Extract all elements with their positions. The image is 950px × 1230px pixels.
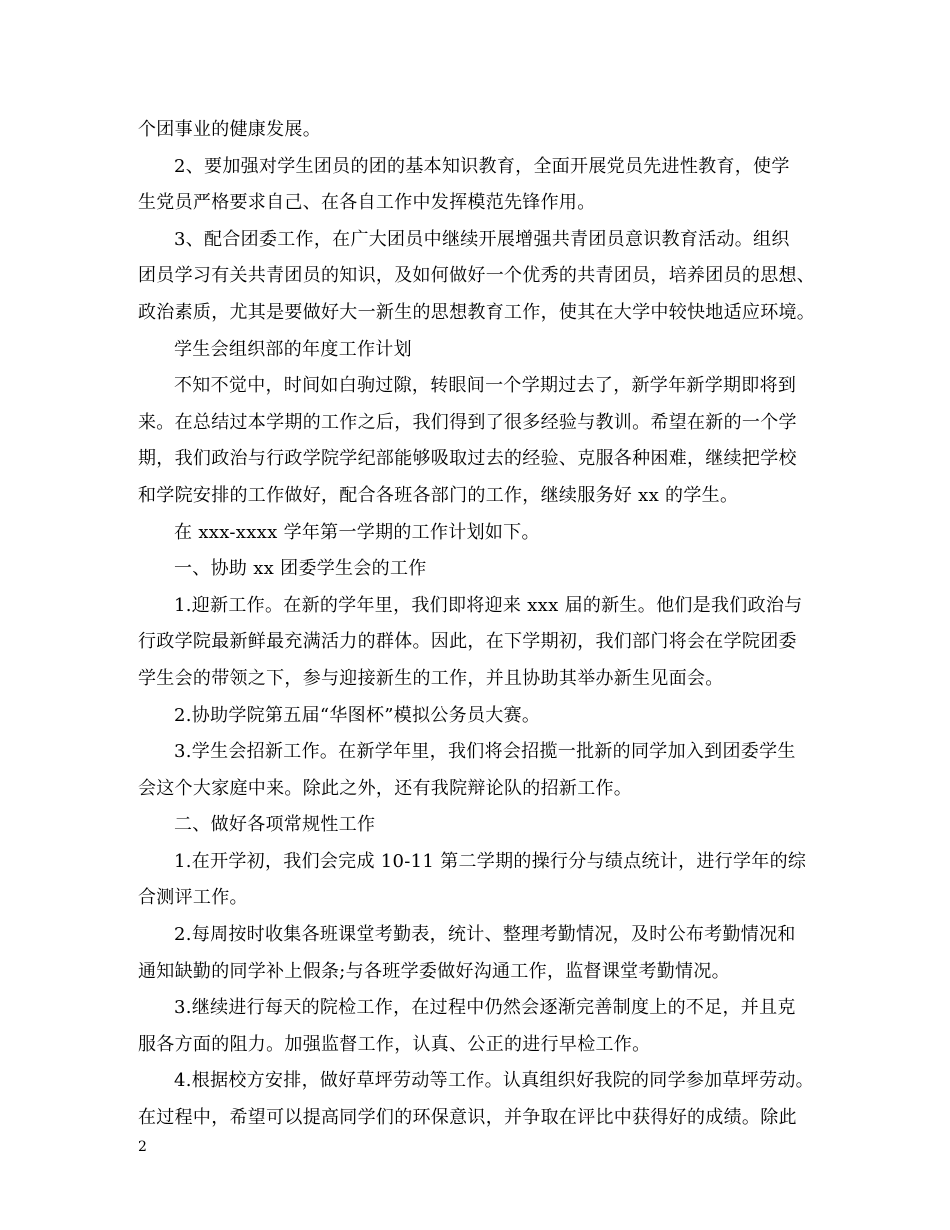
text-line: 来。在总结过本学期的工作之后，我们得到了很多经验与教训。希望在新的一个学: [138, 411, 797, 433]
body-text: [138, 112, 818, 1137]
text-line: 行政学院最新鲜最充满活力的群体。因此，在下学期初，我们部门将会在学院团委: [138, 631, 797, 653]
text-line: 合测评工作。: [138, 887, 248, 909]
text-line: 3.学生会招新工作。在新学年里，我们将会招揽一批新的同学加入到团委学生: [174, 741, 796, 763]
text-line: 通知缺勤的同学补上假条;与各班学委做好沟通工作，监督课堂考勤情况。: [138, 960, 730, 982]
text-line: 2.协助学院第五届“华图杯”模拟公务员大赛。: [174, 704, 541, 726]
text-line: 团员学习有关共青团员的知识，及如何做好一个优秀的共青团员，培养团员的思想、: [138, 265, 816, 287]
text-line: 1.在开学初，我们会完成 10-11 第二学期的操行分与绩点统计，进行学年的综: [174, 850, 807, 872]
text-line: 服各方面的阻力。加强监督工作，认真、公正的进行早检工作。: [138, 1033, 651, 1055]
text-line: 学生会的带领之下，参与迎接新生的工作，并且协助其举办新生见面会。: [138, 667, 724, 689]
text-line: 政治素质，尤其是要做好大一新生的思想教育工作，使其在大学中较快地适应环境。: [138, 301, 816, 323]
page-number: 2: [138, 1139, 147, 1155]
text-line: 在 xxx-xxxx 学年第一学期的工作计划如下。: [174, 521, 540, 543]
text-line: 1.迎新工作。在新的学年里，我们即将迎来 xxx 届的新生。他们是我们政治与: [174, 594, 803, 616]
text-line: 期，我们政治与行政学院学纪部能够吸取过去的经验、克服各种困难，继续把学校: [138, 448, 797, 470]
text-line: 3.继续进行每天的院检工作，在过程中仍然会逐渐完善制度上的不足，并且克: [174, 997, 796, 1019]
text-line: 不知不觉中，时间如白驹过隙，转眼间一个学期过去了，新学年新学期即将到: [174, 375, 797, 397]
text-line: 在过程中，希望可以提高同学们的环保意识，并争取在评比中获得好的成绩。除此: [138, 1107, 797, 1129]
text-line: 3、配合团委工作，在广大团员中继续开展增强共青团员意识教育活动。组织: [174, 228, 790, 250]
text-line: 一、协助 xx 团委学生会的工作: [174, 558, 427, 580]
text-line: 个团事业的健康发展。: [138, 119, 321, 140]
text-line: 和学院安排的工作做好，配合各班各部门的工作，继续服务好 xx 的学生。: [138, 484, 739, 506]
text-line: 生党员严格要求自己、在各自工作中发挥模范先锋作用。: [138, 192, 596, 214]
text-line: 学生会组织部的年度工作计划: [174, 338, 412, 360]
text-line: 会这个大家庭中来。除此之外，还有我院辩论队的招新工作。: [138, 777, 633, 799]
text-line: 4.根据校方安排，做好草坪劳动等工作。认真组织好我院的同学参加草坪劳动。: [174, 1070, 814, 1092]
text-line: 2.每周按时收集各班课堂考勤表，统计、整理考勤情况，及时公布考勤情况和: [174, 924, 796, 946]
text-line: 二、做好各项常规性工作: [174, 814, 376, 836]
text-line: 2、要加强对学生团员的团的基本知识教育，全面开展党员先进性教育，使学: [174, 155, 790, 177]
